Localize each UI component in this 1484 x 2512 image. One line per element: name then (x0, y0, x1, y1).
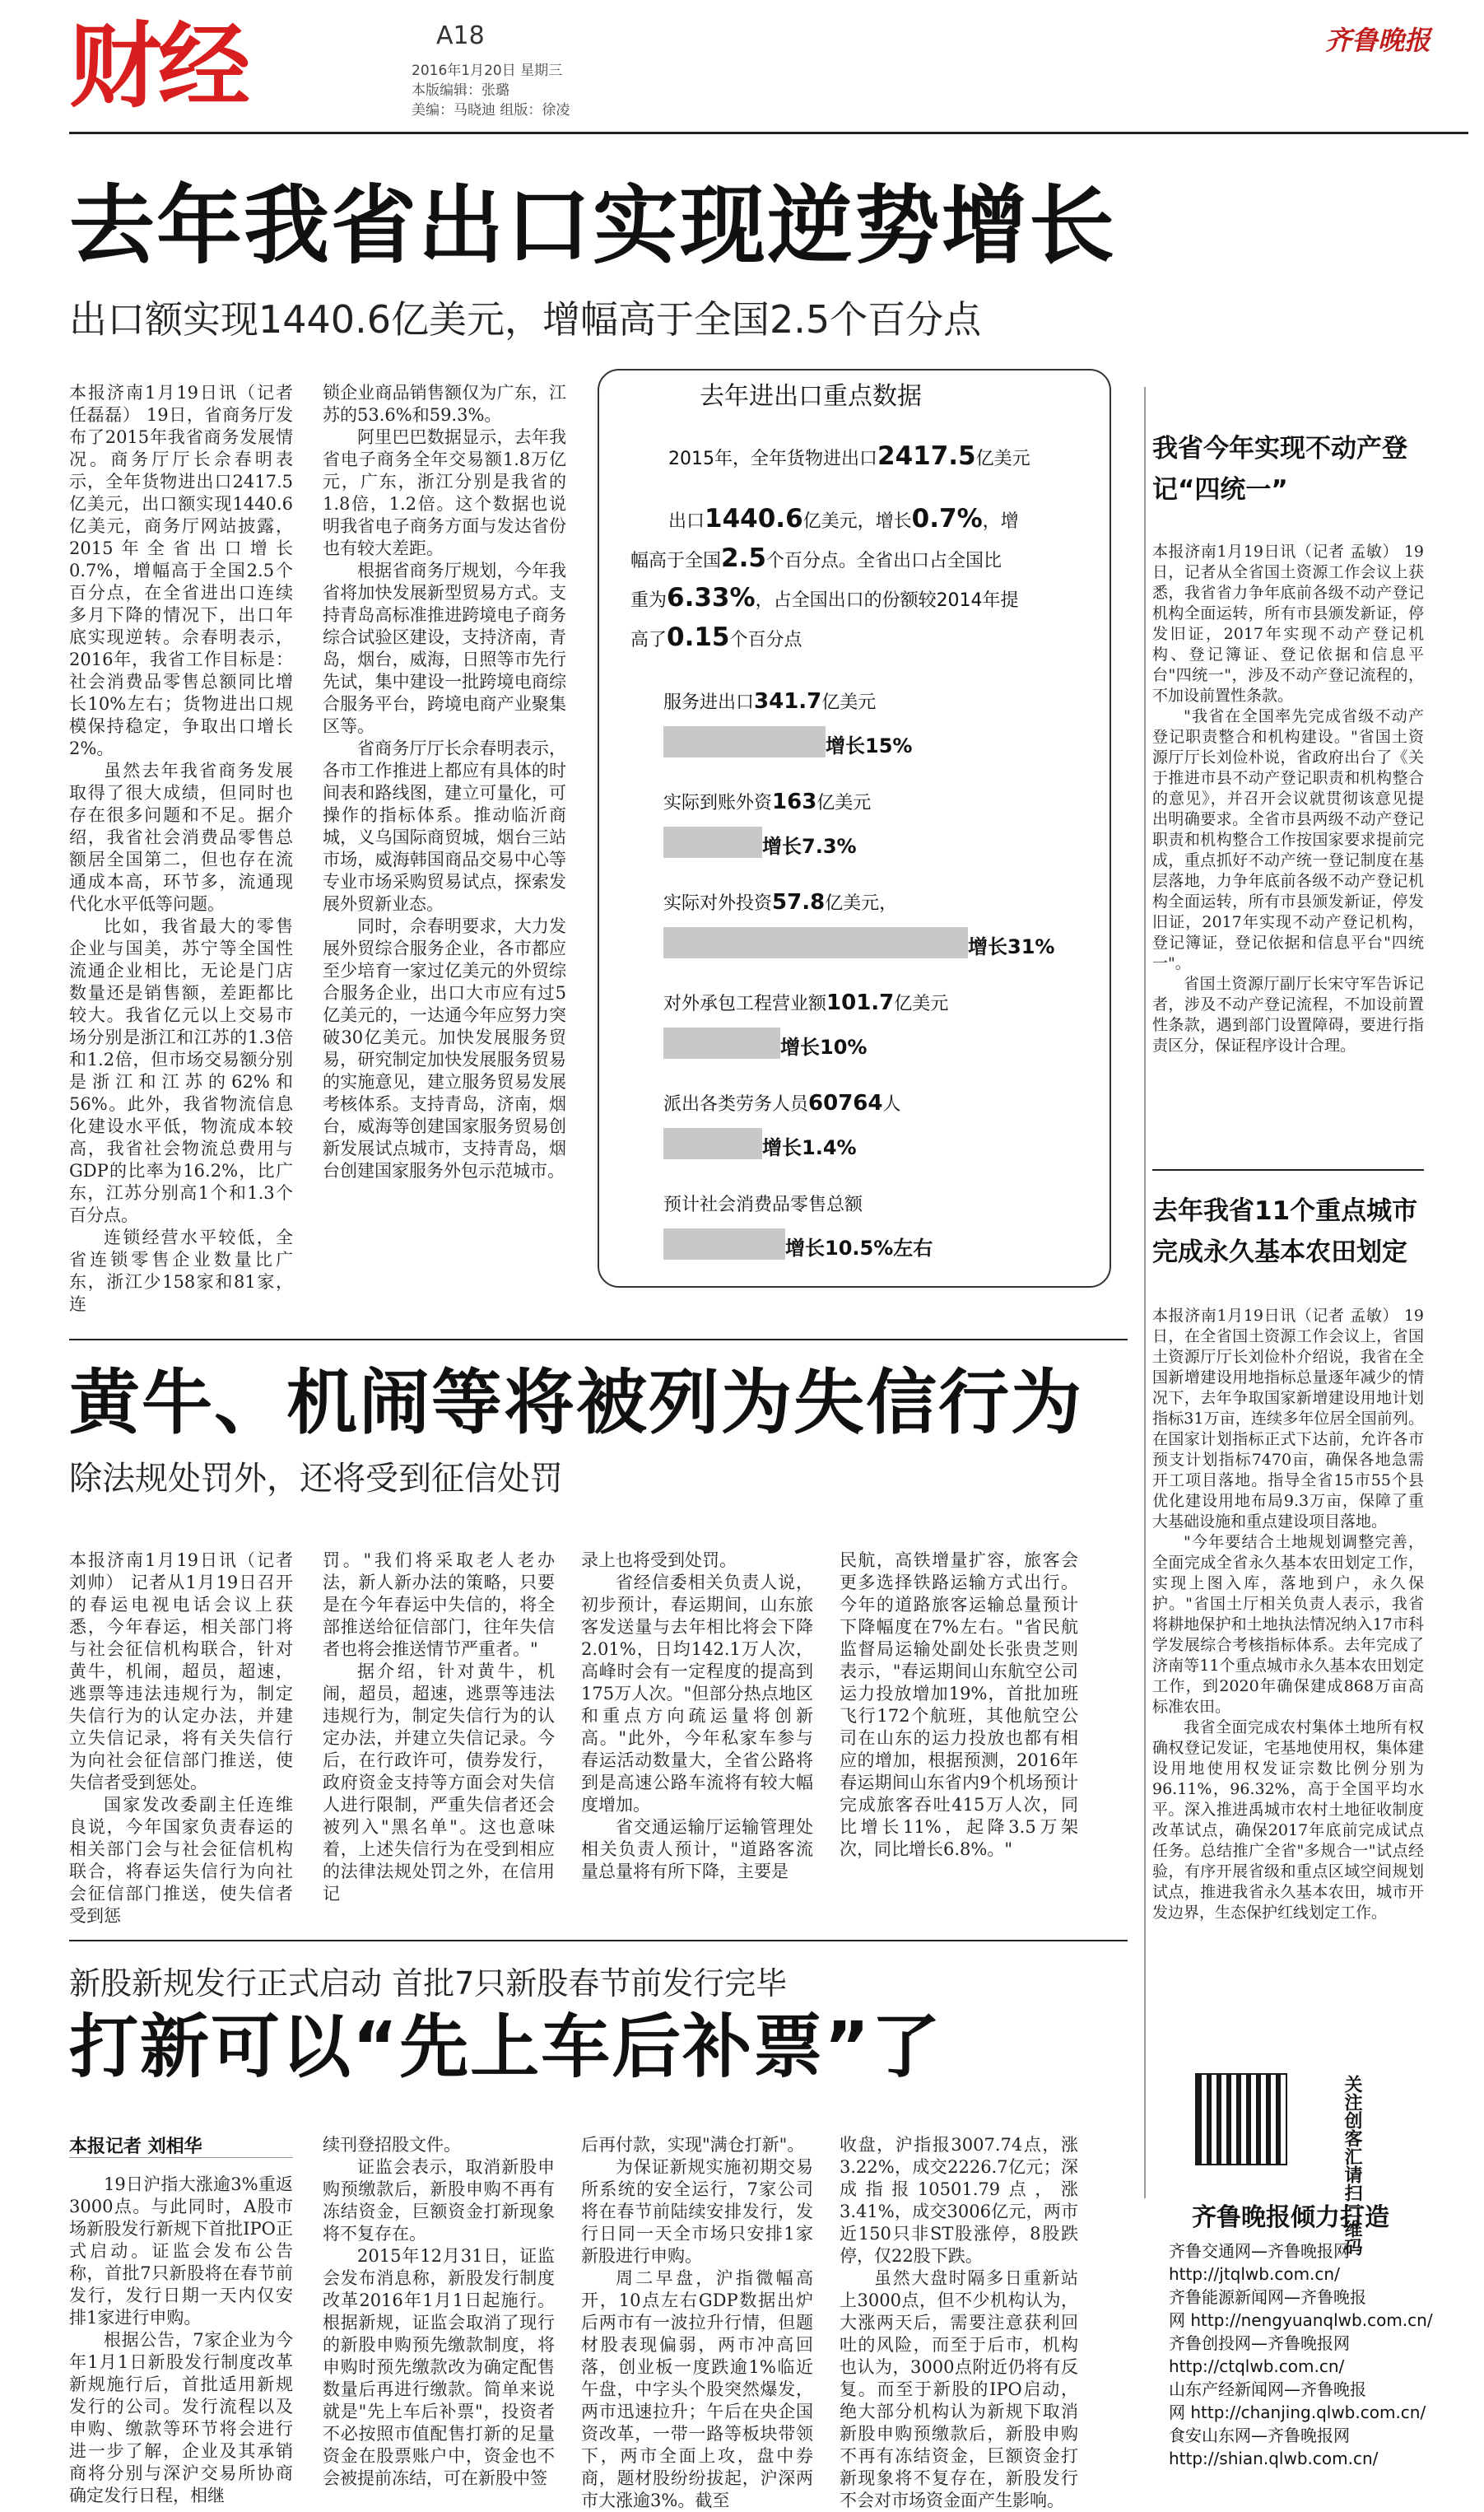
growth-bar-label: 增长15% (826, 734, 913, 757)
story3-para: 后再付款，实现"满仓打新"。 (581, 2135, 805, 2155)
story1-col1 (69, 382, 293, 1329)
growth-item-unit: 亿美元 (821, 692, 877, 713)
growth-item-unit: 亿美元， (825, 893, 898, 914)
story2-para: 录上也将受到处罚。 (581, 1550, 737, 1570)
footer-title: 齐鲁晚报倾力打造 (1192, 2203, 1389, 2232)
side1-para: 省国土资源厅副厅长宋守军告诉记者，涉及不动产登记流程，不加设前置性条款，遇到部门设置障碍，要进行指责区分，保证程序设计合理。 (1152, 975, 1424, 1055)
side1-para: 本报济南1月19日讯（记者 孟敏） 19日，记者从全省国土资源工作会议上获悉，我省省力争年底前各级不动产登记机构全面运转，所有市县颁发新证，停发旧证，2017年实现不动产登记机构、登记簿证、登记依据和信息平台"四统一"，涉及不动产登记流程的，不加设前置性条款。 (1152, 543, 1424, 705)
growth-item-name: 实际对外投资 (663, 893, 773, 914)
masthead-rule (69, 132, 1468, 134)
story3-col1 (69, 2174, 293, 2505)
growth-item-label (663, 688, 876, 714)
side2-body (1152, 1306, 1424, 2030)
story1-para: 阿里巴巴数据显示，去年我省电子商务全年交易额1.8万亿元，广东，浙江分别是我省的1.8倍，1.2倍。这个数据也说明我省电子商务方面与发达省份也有较大差距。 (323, 427, 566, 558)
story3-para: 根据公告，7家企业为今年1月1日新股发行制度改革新规施行后，首批适用新规发行的公司。发行流程以及申购、缴款等环节将会进行进一步了解，企业及其承销商将分别与深沪交易所协商确定发行日程，相继 (69, 2330, 293, 2505)
footer-link-name: 齐鲁交通网—齐鲁晚报网 (1169, 2241, 1350, 2261)
stat-export (668, 504, 1019, 534)
growth-bar (663, 1028, 780, 1059)
growth-bar (663, 927, 968, 958)
story3-byline: 本报记者 刘相华 (69, 2137, 202, 2157)
story2-para: 罚。"我们将采取老人老办法，新人新办法的策略，只要是在今年春运中失信的，将全部推送给征信部门，往年失信者也将会推送情节严重者。" (323, 1550, 555, 1659)
stat-trade-total (668, 441, 1030, 471)
stat-text: 亿美元 (975, 449, 1030, 469)
stat-export-line5 (630, 622, 802, 652)
paper-name: 齐鲁晚报 (1325, 25, 1431, 56)
growth-item-label (663, 789, 871, 814)
story-divider (69, 1339, 1128, 1340)
footer-link-name: 食安山东网—齐鲁晚报网 (1169, 2426, 1350, 2445)
footer-link-name: 山东产经新闻网—齐鲁晚报 (1169, 2379, 1366, 2399)
story3-para: 续刊登招股文件。 (323, 2135, 461, 2155)
stat-text: ，占全国出口的份额较2014年提 (755, 590, 1019, 611)
stat-value: 6.33% (667, 583, 756, 613)
story2-col3 (581, 1550, 813, 1936)
story2-subhead: 除法规处罚外，还将受到征信处罚 (69, 1460, 563, 1498)
side2-headline: 去年我省11个重点城市完成永久基本农田划定 (1152, 1196, 1418, 1267)
growth-bar-label: 增长10.5%左右 (785, 1237, 933, 1260)
story3-col2 (323, 2134, 555, 2495)
stat-value: 2417.5 (877, 441, 976, 471)
side2-para: 本报济南1月19日讯（记者 孟敏） 19日，在全省国土资源工作会议上，省国土资源厅厅长刘俭朴介绍说，我省在全国新增建设用地指标总量逐年减少的情况下，去年争取国家新增建设用地计划指标31万亩，连续多年位居全国前列。在国家计划指标正式下达前，允许各市预支计划指标7470亩，确保各地急需开工项目落地。指导全省15市55个县优化建设用地布局9.3万亩，保障了重大基础设施和重点建设项目落地。 (1152, 1307, 1424, 1531)
footer-link-url[interactable]: 网 http://chanjing.qlwb.com.cn/ (1169, 2402, 1426, 2422)
story1-para: 同时，佘春明要求，大力发展外贸综合服务企业，各市都应至少培育一家过亿美元的外贸综合服务企业，出口大市应有过5亿美元的，一达通今年应努力突破30亿美元。加快发展服务贸易，研究制定加快发展服务贸易的实施意见，建立服务贸易发展考核体系。支持青岛，济南，烟台，威海等创建国家服务贸易创新发展试点城市，支持青岛，烟台创建国家服务外包示范城市。 (323, 916, 566, 1181)
growth-item-value: 341.7 (754, 689, 822, 714)
growth-item-label (663, 889, 897, 915)
growth-item-name: 对外承包工程营业额 (663, 994, 827, 1014)
page-number: A18 (436, 21, 485, 50)
story1-subhead: 出口额实现1440.6亿美元，增幅高于全国2.5个百分点 (69, 297, 982, 342)
column-divider (1144, 387, 1146, 2198)
growth-item-name: 预计社会消费品零售总额 (663, 1195, 863, 1215)
growth-item-value: 57.8 (772, 890, 826, 915)
stat-text: 个百分点 (729, 630, 802, 650)
stat-value: 2.5 (721, 543, 766, 573)
side-rule (1152, 1169, 1424, 1171)
stat-export-line4 (630, 583, 1019, 613)
story3-col3 (581, 2134, 813, 2510)
story-divider (69, 1940, 1128, 1941)
story3-para: 虽然大盘时隔多日重新站上3000点，但不少机构认为，大涨两天后，需要注意获利回吐的风险，而至于后市，机构也认为，3000点附近仍将有反复。而至于新股的IPO启动，绝大部分机构认为新规下取消新股申购预缴款后，新股申购不再有冻结资金，巨额资金打新现象将不复存在，新股发行不会对市场资金面产生影响。 (840, 2268, 1078, 2510)
growth-bar-label: 增长10% (780, 1036, 868, 1059)
story1-para: 连锁经营水平较低，全省连锁零售企业数量比广东，浙江少158家和81家，连 (69, 1228, 293, 1314)
side1-para: "我省在全国率先完成省级不动产登记职责整合和机构建设。"省国土资源厅厅长刘俭朴说，省政府出台了《关于推进市县不动产登记职责和机构整合的意见》，并召开会议就贯彻该意见提出明确要求。全省市县两级不动产登记职责和机构整合工作按国家要求提前完成，重点抓好不动产统一登记制度在基层落地，力争年底前各级不动产登记机构全面运转，所有市县颁发新证，停发旧证，2017年实现不动产登记机构，登记簿证，登记依据和信息平台"四统一"。 (1152, 707, 1424, 972)
growth-item-name: 实际到账外资 (663, 793, 773, 813)
growth-item-label (663, 1090, 901, 1116)
story3-para: 2015年12月31日，证监会发布消息称，新股发行制度改革2016年1月1日起施行。根据新规，证监会取消了现行的新股申购预先缴款制度，将申购时预先缴款改为确定配售数量后再进行缴款。简单来说就是"先上车后补票"，投资者不必按照市值配售打新的足量资金在股票账户中，资金也不会被提前冻结，可在新股中签 (323, 2246, 555, 2488)
stat-text: 个百分点。全省出口占全国比 (765, 551, 1002, 571)
story2-para: 省经信委相关负责人说，初步预计，春运期间，山东旅客发送量与去年相比将会下降2.01%，日均142.1万人次，高峰时会有一定程度的提高到175万人次。"但部分热点地区和重点方向疏运量将创新高。"此外，今年私家车参与春运活动数量大，全省公路将到是高速公路车流将有较大幅度增加。 (581, 1573, 813, 1815)
stat-value: 1440.6 (705, 504, 803, 534)
story1-para: 省商务厅厅长佘春明表示，各市工作推进上都应有具体的时间表和路线图，建立可量化，可操作的指标体系。推动临沂商城，义乌国际商贸城，烟台三站市场，威海韩国商品交易中心等专业市场采购贸易试点，探索发展外贸新业态。 (323, 739, 566, 914)
growth-item-value: 101.7 (826, 990, 895, 1015)
stat-text: 出口 (668, 511, 705, 532)
growth-item-label (663, 990, 948, 1015)
story1-para: 虽然去年我省商务发展取得了很大成绩，但同时也存在很多问题和不足。据介绍，我省社会消费品零售总额居全国第二，但也存在流通成本高，环节多，流通现代化水平低等问题。 (69, 761, 293, 914)
growth-item-value: 60764 (808, 1091, 883, 1116)
section-logo: 财经 (69, 13, 247, 120)
growth-item-name: 派出各类劳务人员 (663, 1094, 809, 1115)
growth-item-unit: 人 (882, 1094, 901, 1115)
stat-text: 幅高于全国 (630, 551, 722, 571)
growth-bar-label: 增长1.4% (762, 1136, 857, 1159)
growth-bar (663, 1128, 762, 1159)
story2-para: 国家发改委副主任连维良说，今年国家负责春运的相关部门会与社会征信机构联合，将春运失信行为向社会征信部门推送，使失信者受到惩 (69, 1795, 293, 1926)
side2-para: "今年要结合土地规划调整完善，全面完成全省永久基本农田划定工作，实现上图入库，落地到户，永久保护。"省国土厅相关负责人表示，我省将耕地保护和土地执法情况纳入17市科学发展综合考核指标体系。去年完成了济南等11个重点城市永久基本农田划定工作，到2020年确保建成868万亩高标准农田。 (1152, 1533, 1424, 1716)
story3-headline: 打新可以“先上车后补票”了 (69, 2006, 942, 2087)
growth-bar (663, 827, 762, 858)
key-data-title: 去年进出口重点数据 (691, 375, 930, 412)
growth-item-label (663, 1191, 863, 1216)
story2-para: 省交通运输厅运输管理处相关负责人预计，"道路客流量总量将有所下降，主要是 (581, 1817, 813, 1881)
growth-bar (663, 1228, 785, 1260)
stat-value: 0.15 (667, 622, 730, 652)
stat-text: 2015年，全年货物进出口 (668, 449, 877, 469)
story3-para: 收盘，沪指报3007.74点，涨3.22%，成交2226.7亿元；深成指报10501.79点，涨3.41%，成交3006亿元，两市近150只非ST股涨停，8股跌停，仅22股下跌。 (840, 2135, 1078, 2266)
footer-link-url[interactable]: http://jtqlwb.com.cn/ (1169, 2264, 1340, 2284)
story3-kicker: 新股新规发行正式启动 首批7只新股春节前发行完毕 (69, 1965, 788, 2002)
story3-para: 19日沪指大涨逾3%重返3000点。与此同时，A股市场新股发行新规下首批IPO正式启动。证监会发布公告称，首批7只新股将在春节前发行，发行日期一天内仅安排1家进行申购。 (69, 2174, 293, 2328)
growth-item-unit: 亿美元 (816, 793, 872, 813)
side1-body (1152, 542, 1424, 1167)
side2-para: 我省全面完成农村集体土地所有权确权登记发证，宅基地使用权，集体建设用地使用权发证宗数比例分别为96.11%，96.32%，高于全国平均水平。深入推进禹城市农村土地征收制度改革试点，确保2017年底前完成试点任务。总结推广全省"多规合一"试点经验，有序开展省级和重点区域空间规划试点，推进我省永久基本农田，城市开发边界，生态保护红线划定工作。 (1152, 1718, 1424, 1922)
story3-para: 周二早盘，沪指微幅高开，10点左右GDP数据出炉后两市有一波拉升行情，但题材股表现偏弱，两市冲高回落，创业板一度跌逾1%临近午盘，中字头个股突然爆发，两市迅速拉升；午后在央企国资改革，一带一路等板块带领下，两市全面上攻，盘中券商，题材股纷纷拔起，沪深两市大涨逾3%。截至 (581, 2268, 813, 2510)
story1-para: 根据省商务厅规划，今年我省将加快发展新型贸易方式。支持青岛高标准推进跨境电子商务综合试验区建设，支持济南，青岛，烟台，威海，日照等市先行先试，集中建设一批跨境电商综合服务平台，跨境电商产业聚集区等。 (323, 561, 566, 736)
footer-link-url[interactable]: http://shian.qlwb.com.cn/ (1169, 2449, 1379, 2468)
growth-item-value: 163 (772, 790, 817, 814)
story1-col2 (323, 382, 566, 1329)
story1-para: 比如，我省最大的零售企业与国美，苏宁等全国性流通企业相比，无论是门店数量还是销售额，差距都比较大。我省亿元以上交易市场分别是浙江和江苏的1.3倍和1.2倍，但市场交易额分别是浙江和江苏的62%和56%。此外，我省物流信息化建设水平低，物流成本较高，我省社会物流总费用与GDP的比率为16.2%，比广东，江苏分别高1个和1.3个百分点。 (69, 916, 293, 1225)
story2-para: 民航，高铁增量扩容，旅客会更多选择铁路运输方式出行。今年的道路旅客运输总量预计下降幅度在7%左右。"省民航监督局运输处副处长张贵芝则表示，"春运期间山东航空公司运力投放增加19%，首批加班飞行172个航班，其他航空公司在山东的运力投放也都有相应的增加，根据预测，2016年春运期间山东省内9个机场预计完成旅客吞吐415万人次，同比增长11%，起降3.5万架次，同比增长6.8%。" (840, 1550, 1078, 1859)
stat-export-line3 (630, 543, 1002, 573)
story2-para: 据介绍，针对黄牛，机闹，超员，超速，逃票等违法违规行为，制定失信行为的认定办法，并建立失信记录。今后，在行政许可，债券发行，政府资金支持等方面会对失信人进行限制，严重失信者还会被列入"黑名单"。这也意味着，上述失信行为在受到相应的法律法规处罚之外，在信用记 (323, 1661, 555, 1904)
story3-para: 为保证新规实施初期交易所系统的安全运行，7家公司将在春节前陆续安排发行，发行日同一天全市场只安排1家新股进行申购。 (581, 2157, 813, 2266)
story2-col4 (840, 1550, 1078, 1936)
side1-headline: 我省今年实现不动产登记“四统一” (1152, 434, 1407, 505)
stat-text: ，增 (982, 511, 1019, 532)
story1-para: 锁企业商品销售额仅为广东，江苏的53.6%和59.3%。 (323, 383, 566, 425)
story3-col4 (840, 2134, 1078, 2510)
footer-link-url[interactable]: 网 http://nengyuanqlwb.com.cn/ (1169, 2310, 1433, 2330)
footer-link-name: 齐鲁能源新闻网—齐鲁晚报 (1169, 2287, 1366, 2307)
growth-item-name: 服务进出口 (663, 692, 755, 713)
issue-date: 2016年1月20日 星期三 (412, 63, 563, 79)
growth-bar-label: 增长31% (968, 935, 1055, 958)
growth-bar-label: 增长7.3% (762, 835, 857, 858)
story1-headline: 去年我省出口实现逆势增长 (69, 175, 1117, 276)
story2-para: 本报济南1月19日讯（记者 刘帅） 记者从1月19日召开的春运电视电话会议上获悉，今年春运，相关部门将与社会征信机构联合，针对黄牛，机闹，超员，超速，逃票等违法违规行为，制定失信行为的认定办法，并建立失信记录，将有关失信行为向社会征信部门推送，使失信者受到惩处。 (69, 1550, 293, 1792)
story2-col1 (69, 1550, 293, 1936)
page-editor: 本版编辑：张璐 (412, 82, 509, 99)
qr-caption: 关注创客汇请扫二维码 (1342, 2075, 1362, 2256)
story3-para: 证监会表示，取消新股申购预缴款后，新股申购不再有冻结资金，巨额资金打新现象将不复存在。 (323, 2157, 555, 2244)
story1-para: 本报济南1月19日讯（记者 任磊磊） 19日，省商务厅发布了2015年我省商务发展情况。商务厅厅长佘春明表示，全年货物进出口2417.5亿美元，出口额实现1440.6亿美元，商务厅网站披露，2015年全省出口增长0.7%，增幅高于全国2.5个百分点，在全省进出口连续多月下降的情况下，出口年底实现逆转。佘春明表示，2016年，我省工作目标是：社会消费品零售总额同比增长10%左右；货物进出口规模保持稳定，争取出口增长2%。 (69, 383, 293, 758)
story2-col2 (323, 1550, 555, 1936)
qr-code-icon[interactable] (1195, 2073, 1287, 2165)
stat-text: 亿美元，增长 (802, 511, 912, 532)
byline-rule (69, 2157, 293, 2158)
stat-text: 高了 (630, 630, 668, 650)
stat-value: 0.7% (911, 504, 983, 534)
growth-bar (663, 726, 826, 757)
footer-link-name: 齐鲁创投网—齐鲁晚报网 (1169, 2333, 1350, 2353)
stat-text: 重为 (630, 590, 668, 611)
story2-headline: 黄牛、机闹等将被列为失信行为 (69, 1362, 1083, 1444)
growth-item-unit: 亿美元 (894, 994, 949, 1014)
page-design: 美编：马晓迪 组版：徐凌 (412, 102, 570, 119)
footer-link-url[interactable]: http://ctqlwb.com.cn/ (1169, 2356, 1345, 2376)
